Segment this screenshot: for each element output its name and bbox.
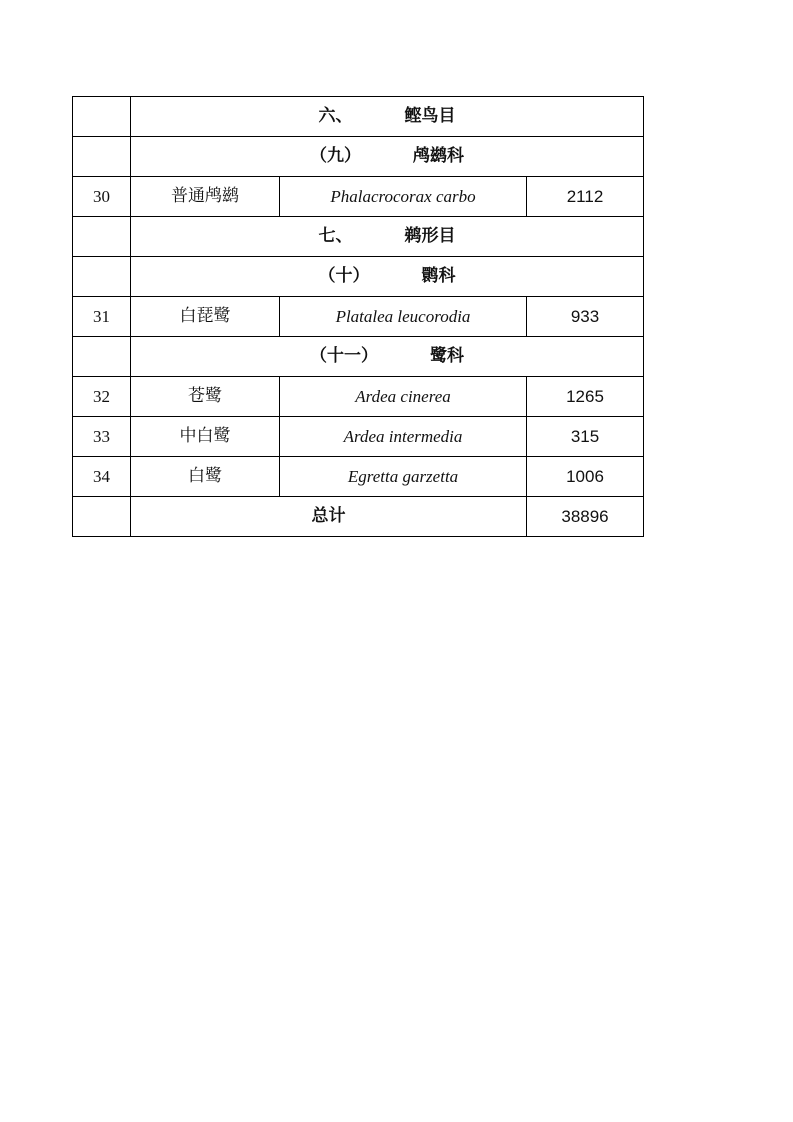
species-chinese-name: 苍鹭: [131, 377, 280, 417]
species-scientific-name: Ardea intermedia: [280, 417, 527, 457]
total-row: [73, 497, 644, 537]
species-count: 1265: [527, 377, 644, 417]
group-name: 鹈形目: [404, 226, 456, 246]
species-chinese-name: 普通鸬鹚: [131, 177, 280, 217]
group-number: （十）: [318, 266, 370, 286]
species-count: 2112: [527, 177, 644, 217]
species-count-table: [72, 96, 644, 537]
index-cell-empty: [73, 217, 131, 257]
group-number: 七、: [318, 226, 353, 246]
family-row: [73, 137, 644, 177]
family-row: [73, 257, 644, 297]
species-scientific-name: Platalea leucorodia: [280, 297, 527, 337]
species-row: [73, 417, 644, 457]
total-count: 38896: [527, 497, 644, 537]
order-row: [73, 217, 644, 257]
group-number: （十一）: [310, 346, 378, 366]
total-label: 总计: [131, 497, 527, 537]
species-chinese-name: 白琵鹭: [131, 297, 280, 337]
species-count: 933: [527, 297, 644, 337]
group-heading: [131, 337, 644, 377]
species-count: 1006: [527, 457, 644, 497]
species-index: 30: [73, 177, 131, 217]
species-scientific-name: Ardea cinerea: [280, 377, 527, 417]
group-name: 鸬鹚科: [413, 146, 464, 166]
species-chinese-name: 中白鹭: [131, 417, 280, 457]
group-heading: [131, 137, 644, 177]
species-row: [73, 377, 644, 417]
species-scientific-name: Phalacrocorax carbo: [280, 177, 527, 217]
species-row: [73, 177, 644, 217]
species-chinese-name: 白鹭: [131, 457, 280, 497]
group-name: 鹭科: [430, 346, 464, 366]
group-name: 鹮科: [421, 266, 456, 286]
species-scientific-name: Egretta garzetta: [280, 457, 527, 497]
index-cell-empty: [73, 497, 131, 537]
species-count: 315: [527, 417, 644, 457]
index-cell-empty: [73, 97, 131, 137]
index-cell-empty: [73, 337, 131, 377]
group-heading: [131, 217, 644, 257]
species-index: 33: [73, 417, 131, 457]
group-number: （九）: [310, 146, 361, 166]
group-heading: [131, 97, 644, 137]
index-cell-empty: [73, 137, 131, 177]
species-index: 32: [73, 377, 131, 417]
family-row: [73, 337, 644, 377]
species-row: [73, 457, 644, 497]
species-row: [73, 297, 644, 337]
group-name: 鲣鸟目: [404, 106, 456, 126]
group-heading: [131, 257, 644, 297]
group-number: 六、: [318, 106, 353, 126]
order-row: [73, 97, 644, 137]
index-cell-empty: [73, 257, 131, 297]
species-index: 34: [73, 457, 131, 497]
species-index: 31: [73, 297, 131, 337]
